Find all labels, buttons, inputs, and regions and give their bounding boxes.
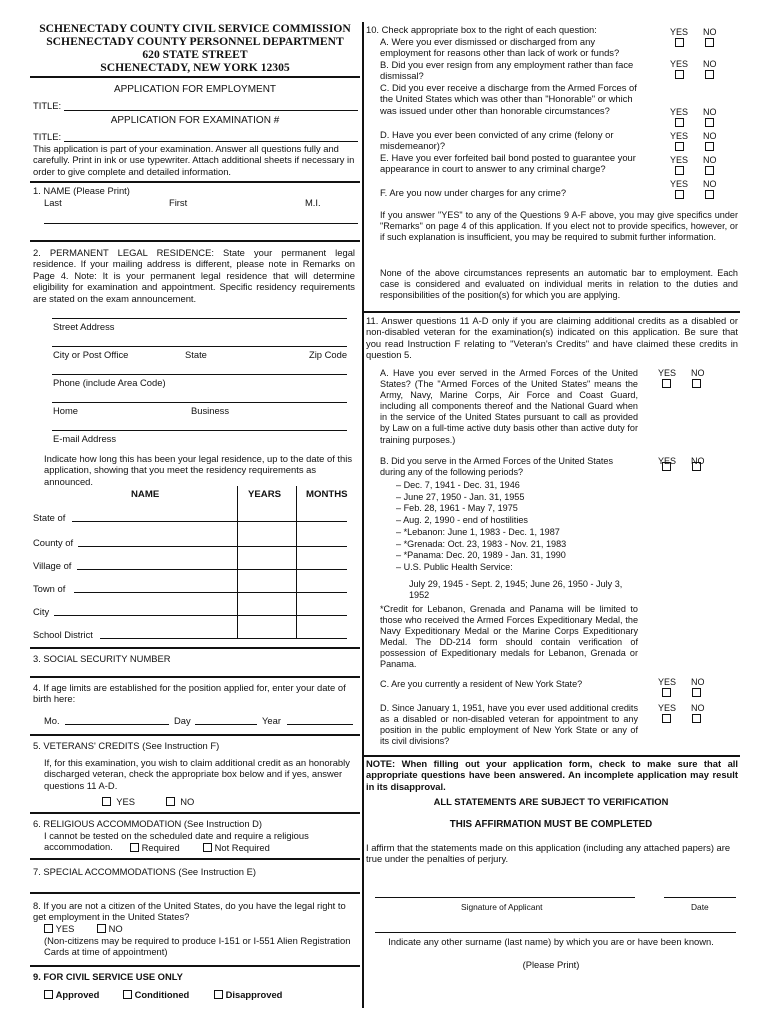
period-item: – Dec. 7, 1941 - Dec. 31, 1946: [396, 480, 520, 490]
q10-f: F. Are you now under charges for any crime?: [380, 187, 567, 198]
q10c-yes-checkbox[interactable]: [675, 118, 684, 127]
checkbox-icon[interactable]: [97, 924, 106, 933]
yes-label: YES: [670, 155, 689, 165]
q10b-yes-checkbox[interactable]: [675, 70, 684, 79]
other-surname-label: Indicate any other surname (last name) by which you are or have been known.: [388, 936, 714, 947]
q11b-no-checkbox[interactable]: [692, 462, 701, 471]
checkbox-icon[interactable]: [102, 797, 111, 806]
residence-row[interactable]: [74, 592, 347, 593]
phone-field[interactable]: [52, 374, 347, 375]
q10-para1: If you answer "YES" to any of the Questions 9 A-F above, you may give specifics under "Remarks" on page 4 of this application. If you elect not to provide specifics, however, or if such explanation is insufficient, you may be required to submit further information.: [380, 210, 738, 243]
residence-row[interactable]: [72, 521, 347, 522]
q11c-yes-checkbox[interactable]: [662, 688, 671, 697]
period-item: – Aug. 2, 1990 - end of hostilities: [396, 515, 528, 526]
periods-list: [396, 480, 566, 574]
q11d-yes-checkbox[interactable]: [662, 714, 671, 723]
no-label: NO: [108, 923, 123, 934]
col-name: NAME: [131, 489, 160, 500]
divider: [30, 812, 360, 814]
city-field[interactable]: [52, 346, 347, 347]
q10b-no-checkbox[interactable]: [705, 70, 714, 79]
col-years: YEARS: [248, 489, 282, 500]
yes-label: YES: [658, 677, 677, 687]
col-months: MONTHS: [306, 489, 348, 500]
divider: [362, 311, 740, 313]
note-text: NOTE: When filling out your application form, check to make sure that all appropriate questions have been answered. An incomplete application may result in its disapproval.: [366, 758, 738, 792]
no-label: NO: [703, 59, 717, 69]
street-label: Street Address: [53, 321, 115, 332]
q6-required-option[interactable]: [130, 842, 180, 853]
title-field[interactable]: [64, 141, 358, 142]
q8-note: (Non-citizens may be required to produce I-151 or I-551 Alien Registration Cards at time of appointment): [44, 935, 351, 958]
q10f-yes-checkbox[interactable]: [675, 190, 684, 199]
divider: [30, 676, 360, 678]
divider: [30, 240, 360, 242]
no-label: NO: [703, 131, 717, 141]
divider: [362, 755, 740, 757]
divider: [30, 181, 360, 183]
email-label: E-mail Address: [53, 433, 117, 444]
no-label: NO: [703, 107, 717, 117]
q5-text: If, for this examination, you wish to claim additional credit as an honorably discharged veteran, check the appropriate box below and if yes, answer questions 11 A-D.: [44, 757, 350, 791]
period-item: – U.S. Public Health Service:: [396, 561, 513, 572]
residence-row[interactable]: [54, 615, 347, 616]
q6-not-required-option[interactable]: [203, 842, 270, 853]
no-label: NO: [691, 456, 705, 466]
q8-yes-option[interactable]: [44, 923, 74, 934]
residence-row-label: School District: [33, 629, 93, 640]
q10-para2: None of the above circumstances represents an automatic bar to employment. Each case is considered and evaluated on individual merits in relation to the duties and responsibilities of the position(s) for which you are applying.: [380, 268, 738, 301]
mo-label: Mo.: [44, 715, 60, 726]
residence-row[interactable]: [78, 546, 347, 547]
residence-row-label: City: [33, 606, 50, 617]
q10f-no-checkbox[interactable]: [705, 190, 714, 199]
q8-text: 8. If you are not a citizen of the United States, do you have the legal right to get employment in the United States?: [33, 900, 346, 923]
checkbox-icon[interactable]: [44, 924, 53, 933]
divider: [30, 76, 360, 78]
q5-no-option[interactable]: [166, 796, 194, 807]
day-label: Day: [174, 715, 191, 726]
yes-label: YES: [670, 107, 689, 117]
period-item: – Feb. 28, 1961 - May 7, 1975: [396, 503, 518, 514]
verification-notice: ALL STATEMENTS ARE SUBJECT TO VERIFICATION: [433, 796, 669, 807]
q10-d: D. Have you ever been convicted of any crime (felony or misdemeanor)?: [380, 129, 614, 152]
q11-b: B. Did you serve in the Armed Forces of the United States during any of the following periods?: [380, 456, 614, 478]
home-phone-field[interactable]: [52, 402, 347, 403]
period-item: – *Grenada: Oct. 23, 1983 - Nov. 21, 1983: [396, 538, 567, 549]
period-item: – June 27, 1950 - Jan. 31, 1955: [396, 491, 525, 502]
divider: [30, 647, 360, 649]
yes-label: YES: [55, 923, 75, 934]
residence-row-label: Village of: [33, 560, 72, 571]
app-exam-title: APPLICATION FOR EXAMINATION #: [110, 115, 280, 126]
please-print-label: (Please Print): [522, 959, 580, 970]
header-line: SCHENECTADY, NEW YORK 12305: [100, 61, 290, 75]
checkbox-icon[interactable]: [214, 990, 223, 999]
q6-text: I cannot be tested on the scheduled date and require a religious accommodation.: [44, 830, 309, 853]
divider: [30, 892, 360, 894]
other-surname-field[interactable]: [375, 932, 736, 933]
header-line: 620 STATE STREET: [142, 48, 248, 62]
yes-label: YES: [658, 368, 677, 378]
q10e-no-checkbox[interactable]: [705, 166, 714, 175]
residence-row[interactable]: [77, 569, 347, 570]
q10a-yes-checkbox[interactable]: [675, 38, 684, 47]
divider: [30, 965, 360, 967]
q10d-no-checkbox[interactable]: [705, 142, 714, 151]
no-label: NO: [703, 155, 717, 165]
intro-text: This application is part of your examination. Answer all questions fully and carefully. Print in ink or use typewriter. Attach additional sheets if necessary in order to give complete and detailed information.: [33, 143, 355, 177]
header-line: SCHENECTADY COUNTY PERSONNEL DEPARTMENT: [46, 35, 344, 49]
date-label: Date: [691, 902, 709, 912]
residence-row-label: State of: [33, 512, 66, 523]
divider: [30, 734, 360, 736]
q8-no-option[interactable]: [97, 923, 123, 934]
no-label: NO: [691, 703, 705, 713]
last-name-label: Last: [44, 197, 62, 208]
city-label: City or Post Office: [53, 349, 129, 360]
q11c-no-checkbox[interactable]: [692, 688, 701, 697]
q10-c: C. Did you ever receive a discharge from the Armed Forces of the United States which was other than "Honorable" or which was issued under other than honorable circumstances?: [380, 82, 637, 116]
q11-c: C. Are you currently a resident of New York State?: [380, 679, 583, 689]
q11-a: A. Have you ever served in the Armed Forces of the United States? (The "Armed Forces of the United States" means the Army, Navy, Marine Corps, Air Force and Coast Guard, including all components thereof and the National Guard when in the service of the United States pursuant to call as provided by Law on a full-time active duty basis other than active duty for training purposes.): [380, 368, 638, 445]
birth-year-field[interactable]: [287, 724, 353, 725]
approved-label: Approved: [55, 989, 100, 1000]
q11-d: D. Since January 1, 1951, have you ever used additional credits as a disabled or non-disabled veteran for appointment to any position in the public employment of New York State or any of its civil divisions?: [380, 703, 638, 747]
business-label: Business: [191, 405, 230, 416]
q10a-no-checkbox[interactable]: [705, 38, 714, 47]
required-label: Required: [141, 842, 180, 853]
q9-label: 9. FOR CIVIL SERVICE USE ONLY: [33, 971, 183, 982]
yes-label: YES: [670, 59, 689, 69]
email-field[interactable]: [52, 430, 347, 431]
q10c-no-checkbox[interactable]: [705, 118, 714, 127]
checkbox-icon[interactable]: [123, 990, 132, 999]
q11-intro: 11. Answer questions 11 A-D only if you are claiming additional credits as a disabled or non-disabled veteran for the examination(s) indicated on this application. Be sure that you read Instruction F relating to "Veteran's Credits" and have claimed these credits in question 5.: [366, 315, 738, 361]
app-employment-title: APPLICATION FOR EMPLOYMENT: [113, 84, 277, 95]
period-item: – *Lebanon: June 1, 1983 - Dec. 1, 1987: [396, 526, 560, 537]
q4-text: 4. If age limits are established for the position applied for, enter your date of birth here:: [33, 682, 346, 705]
q3-label: 3. SOCIAL SECURITY NUMBER: [33, 653, 171, 664]
q10-b: B. Did you ever resign from any employment rather than face dismissal?: [380, 59, 634, 82]
zip-label: Zip Code: [309, 349, 348, 360]
birth-month-field[interactable]: [65, 724, 169, 725]
signature-label: Signature of Applicant: [461, 902, 543, 912]
q10-e: E. Have you ever forfeited bail bond posted to guarantee your appearance in court to answer to any criminal charge?: [380, 152, 636, 175]
title-label: TITLE:: [33, 100, 62, 111]
checkbox-icon[interactable]: [130, 843, 139, 852]
q10-a: A. Were you ever dismissed or discharged from any employment for reasons other than lack of work or funds?: [380, 36, 620, 59]
q5-label: 5. VETERANS' CREDITS (See Instruction F): [33, 740, 220, 751]
approved-option[interactable]: [44, 989, 99, 1000]
title-field[interactable]: [64, 110, 358, 111]
checkbox-icon[interactable]: [203, 843, 212, 852]
birth-day-field[interactable]: [195, 724, 257, 725]
checkbox-icon[interactable]: [44, 990, 53, 999]
no-label: NO: [180, 796, 195, 807]
yes-label: YES: [658, 703, 677, 713]
q11a-no-checkbox[interactable]: [692, 379, 701, 388]
residence-row[interactable]: [100, 638, 347, 639]
title-label: TITLE:: [33, 131, 62, 142]
howlong-text: Indicate how long this has been your legal residence, up to the date of this application, showing that you meet the residency requirements as announced.: [44, 453, 353, 487]
disapproved-option[interactable]: [214, 989, 282, 1000]
yes-label: YES: [670, 27, 689, 37]
phone-label: Phone (include Area Code): [53, 377, 166, 388]
not-required-label: Not Required: [214, 842, 270, 853]
credit-note: *Credit for Lebanon, Grenada and Panama will be limited to those who received the Armed Forces Expeditionary Medal, the Navy Expeditionary Medal or the Marine Corps Expeditionary Medal. The DD-214 form should contain verification of possession of Expeditionary medals for Lebanon, Grenada or Panama.: [380, 604, 638, 670]
conditioned-option[interactable]: [123, 989, 189, 1000]
no-label: NO: [703, 179, 717, 189]
signature-field[interactable]: [375, 897, 635, 898]
phs-dates: July 29, 1945 - Sept. 2, 1945; June 26, 1950 - July 3, 1952: [409, 579, 623, 601]
yes-label: YES: [670, 131, 689, 141]
date-field[interactable]: [664, 897, 736, 898]
no-label: NO: [691, 368, 705, 378]
q5-yes-option[interactable]: [102, 796, 135, 807]
period-item: – *Panama: Dec. 20, 1989 - Jan. 31, 1990: [396, 550, 566, 561]
q6-label: 6. RELIGIOUS ACCOMMODATION (See Instruction D): [33, 818, 263, 829]
q10-intro: 10. Check appropriate box to the right of each question:: [366, 24, 597, 35]
q11d-no-checkbox[interactable]: [692, 714, 701, 723]
q10e-yes-checkbox[interactable]: [675, 166, 684, 175]
yes-label: YES: [116, 796, 135, 807]
residence-row-label: County of: [33, 537, 74, 548]
state-label: State: [185, 349, 207, 360]
street-field[interactable]: [52, 318, 347, 319]
q11a-yes-checkbox[interactable]: [662, 379, 671, 388]
q11b-yes-checkbox[interactable]: [662, 462, 671, 471]
name-field[interactable]: [44, 223, 358, 224]
no-label: NO: [691, 677, 705, 687]
q2-text: 2. PERMANENT LEGAL RESIDENCE: State your permanent legal residence. If your mailing address is different, please note in Remarks on Page 4. Note: It is your permanent legal residence that will determine eligibility for examination and appointment. Specific residency requirements are stated on the exam announcement.: [33, 247, 355, 304]
agency-header: [30, 22, 360, 74]
conditioned-label: Conditioned: [134, 989, 190, 1000]
yes-label: YES: [670, 179, 689, 189]
yes-label: YES: [658, 456, 677, 466]
no-label: NO: [703, 27, 717, 37]
q10d-yes-checkbox[interactable]: [675, 142, 684, 151]
home-label: Home: [53, 405, 79, 416]
divider: [30, 858, 360, 860]
disapproved-label: Disapproved: [225, 989, 283, 1000]
year-label: Year: [262, 715, 281, 726]
first-name-label: First: [169, 197, 188, 208]
q7-label: 7. SPECIAL ACCOMMODATIONS (See Instruction E): [33, 866, 256, 877]
residence-row-label: Town of: [33, 583, 66, 594]
q1-label: 1. NAME (Please Print): [33, 185, 130, 196]
affirmation-text: I affirm that the statements made on this application (including any attached papers) are true under the penalties of perjury.: [366, 842, 731, 865]
column-divider: [362, 22, 364, 1008]
mi-label: M.I.: [305, 197, 321, 208]
header-line: SCHENECTADY COUNTY CIVIL SERVICE COMMISSION: [39, 22, 351, 35]
checkbox-icon[interactable]: [166, 797, 175, 806]
affirmation-title: THIS AFFIRMATION MUST BE COMPLETED: [449, 819, 653, 830]
